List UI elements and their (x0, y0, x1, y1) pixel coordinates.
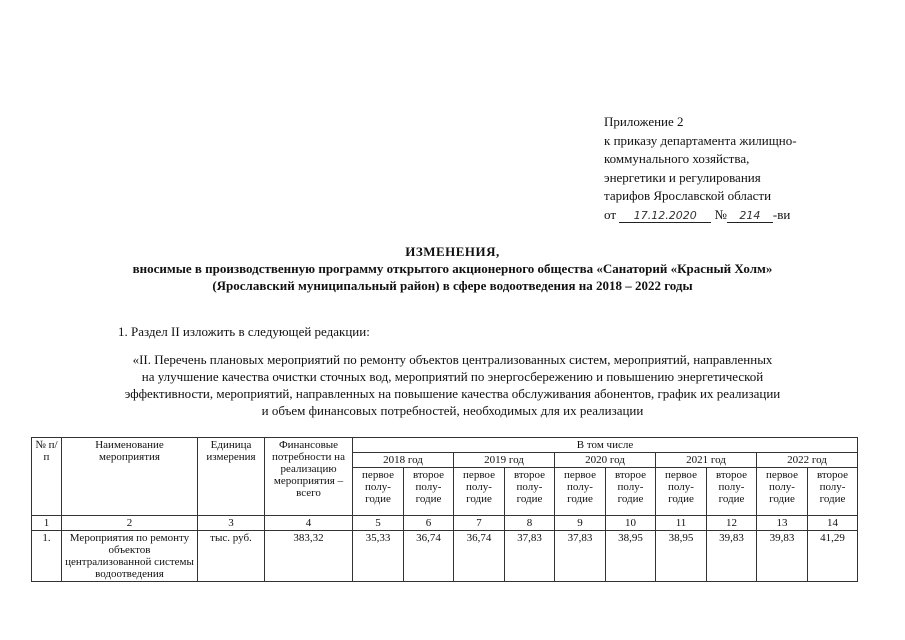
half-year-header: второе полу-годие (707, 468, 757, 516)
column-number-row (32, 516, 858, 531)
row-value: 39,83 (707, 531, 757, 582)
appendix-line: энергетики и регулирования (604, 169, 761, 185)
col-header-finance: Финансовые потребности на реализацию мероприятия – всего (265, 438, 353, 516)
row-value: 41,29 (808, 531, 858, 582)
row-name: Мероприятия по ремонту объектов централизованной системы водоотведения (62, 531, 198, 582)
year-header: 2018 год (353, 453, 454, 468)
number-suffix: -ви (772, 206, 791, 222)
row-num: 1. (32, 531, 62, 582)
row-total: 383,32 (265, 531, 353, 582)
document-title (0, 243, 905, 294)
col-header-name: Наименование мероприятия (62, 438, 198, 516)
half-year-header: второе полу-годие (505, 468, 555, 516)
half-year-header: второе полу-годие (606, 468, 656, 516)
appendix-block (604, 113, 797, 224)
header-row-1 (32, 438, 858, 453)
column-number: 13 (757, 516, 808, 531)
column-number: 12 (707, 516, 757, 531)
instruction-text: 1. Раздел II изложить в следующей редакции: (118, 324, 370, 339)
row-value: 35,33 (353, 531, 404, 582)
col-header-including: В том числе (353, 438, 858, 453)
appendix-line: Приложение 2 (604, 114, 684, 129)
section-heading-line: «II. Перечень плановых мероприятий по ремонту объектов централизованных систем, мероприятий, направленных (132, 352, 773, 367)
column-number: 10 (606, 516, 656, 531)
half-year-header: первое полу-годие (757, 468, 808, 516)
column-number: 6 (404, 516, 454, 531)
column-number: 3 (198, 516, 265, 531)
row-unit: тыс. руб. (198, 531, 265, 582)
appendix-date-line (604, 206, 797, 225)
half-year-header: первое полу-годие (656, 468, 707, 516)
appendix-line: к приказу департамента жилищно- (604, 132, 797, 148)
column-number: 14 (808, 516, 858, 531)
title-line-2: вносимые в производственную программу открытого акционерного общества «Санаторий «Красный Холм» (132, 261, 773, 276)
title-line-3: (Ярославский муниципальный район) в сфере водоотведения на 2018 – 2022 годы (212, 278, 693, 293)
half-year-header: первое полу-годие (454, 468, 505, 516)
number-sign: № (714, 206, 727, 222)
appendix-line: коммунального хозяйства, (604, 151, 750, 166)
row-value: 38,95 (606, 531, 656, 582)
row-value: 37,83 (555, 531, 606, 582)
row-value: 38,95 (656, 531, 707, 582)
col-header-unit: Единица измерения (198, 438, 265, 516)
year-header: 2020 год (555, 453, 656, 468)
handwritten-number: 214 (727, 209, 773, 223)
half-year-header: второе полу-годие (808, 468, 858, 516)
half-year-header: первое полу-годие (353, 468, 404, 516)
column-number: 4 (265, 516, 353, 531)
year-header: 2021 год (656, 453, 757, 468)
column-number: 7 (454, 516, 505, 531)
section-heading (0, 351, 905, 419)
title-line-1: ИЗМЕНЕНИЯ, (405, 244, 500, 259)
column-number: 9 (555, 516, 606, 531)
row-value: 36,74 (454, 531, 505, 582)
date-prefix: от (604, 206, 617, 222)
measures-table (31, 437, 858, 582)
section-heading-line: на улучшение качества очистки сточных вод, мероприятий по энергосбережению и повышению энергетической (141, 369, 764, 384)
column-number: 5 (353, 516, 404, 531)
column-number: 2 (62, 516, 198, 531)
year-header: 2022 год (757, 453, 858, 468)
year-header: 2019 год (454, 453, 555, 468)
section-heading-line: эффективности, мероприятий, направленных на повышение качества обслуживания абонентов, график их реализации (124, 386, 781, 401)
column-number: 1 (32, 516, 62, 531)
half-year-header: первое полу-годие (555, 468, 606, 516)
section-heading-line: и объем финансовых потребностей, необходимых для их реализации (261, 403, 644, 418)
column-number: 8 (505, 516, 555, 531)
half-year-header: второе полу-годие (404, 468, 454, 516)
appendix-line: тарифов Ярославской области (604, 188, 772, 203)
handwritten-date: 17.12.2020 (619, 209, 711, 223)
row-value: 37,83 (505, 531, 555, 582)
column-number: 11 (656, 516, 707, 531)
col-header-num: № п/п (32, 438, 62, 516)
table-row (32, 531, 858, 582)
row-value: 36,74 (404, 531, 454, 582)
row-value: 39,83 (757, 531, 808, 582)
